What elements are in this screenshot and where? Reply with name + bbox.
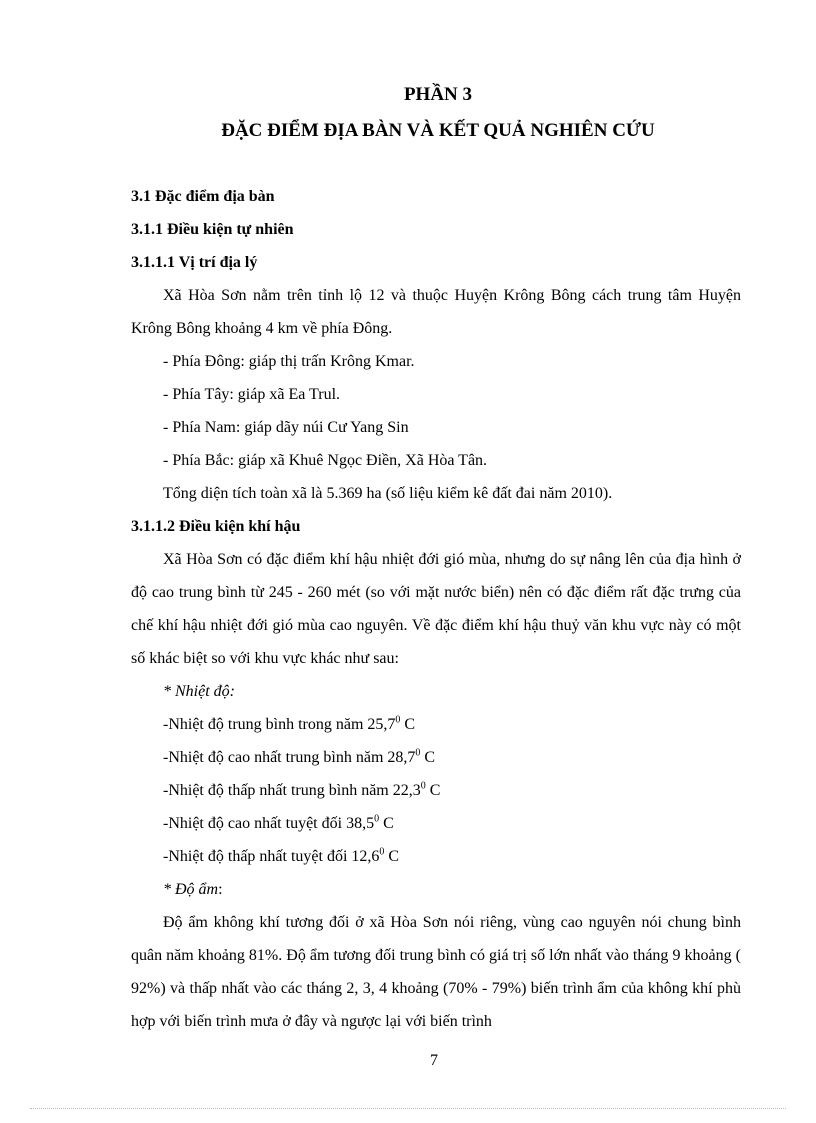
section-heading-3-1: 3.1 Đặc điểm địa bàn (131, 188, 275, 205)
document-body (131, 180, 741, 1038)
border-west: - Phía Tây: giáp xã Ea Trul. (163, 386, 341, 403)
section-heading-3-1-1-2: 3.1.1.2 Điều kiện khí hậu (131, 518, 301, 535)
temperature-item: -Nhiệt độ cao nhất trung bình năm 28,7$^0$ C (163, 747, 436, 766)
temperature-item: -Nhiệt độ cao nhất tuyệt đối 38,5$^0$ C (163, 813, 394, 832)
section-heading-3-1-1: 3.1.1 Điều kiện tự nhiên (131, 221, 294, 238)
page-number: 7 (430, 1052, 438, 1069)
page-bottom-divider (30, 1108, 786, 1109)
temperature-item: -Nhiệt độ thấp nhất tuyệt đối 12,6$^0$ C (163, 846, 400, 865)
section-heading-3-1-1-1: 3.1.1.1 Vị trí địa lý (131, 254, 258, 271)
temperature-item: -Nhiệt độ thấp nhất trung bình năm 22,3$^0$ C (163, 780, 441, 799)
temperature-item: -Nhiệt độ trung bình trong năm 25,7$^0$ C (163, 714, 416, 733)
temperature-label: * Nhiệt độ: (163, 683, 235, 700)
total-area: Tổng diện tích toàn xã là 5.369 ha (số liệu kiểm kê đất đai năm 2010). (163, 485, 613, 502)
climate-paragraph: Xã Hòa Sơn có đặc điểm khí hậu nhiệt đới gió mùa, nhưng do sự nâng lên của địa hình ở độ cao trung bình từ 245 - 260 mét (so với mặt nước biển) nên có đặc điểm rất đặc trưng của chế khí hậu nhiệt đới gió mùa cao nguyên. Về đặc điểm khí hậu thuỷ văn khu vực này có một số khác biệt so với khu vực khác như sau: (131, 551, 741, 667)
chapter-title: ĐẶC ĐIỂM ĐỊA BÀN VÀ KẾT QUẢ NGHIÊN CỨU (221, 120, 655, 141)
border-south: - Phía Nam: giáp dãy núi Cư Yang Sin (163, 419, 409, 436)
chapter-number: PHẦN 3 (403, 84, 473, 105)
border-north: - Phía Bắc: giáp xã Khuê Ngọc Điền, Xã Hòa Tân. (163, 452, 488, 469)
border-east: - Phía Đông: giáp thị trấn Krông Kmar. (163, 353, 415, 370)
humidity-paragraph: Độ ẩm không khí tương đối ở xã Hòa Sơn nói riêng, vùng cao nguyên nói chung bình quân năm khoảng 81%. Độ ẩm tương đối trung bình có giá trị số lớn nhất vào tháng 9 khoảng ( 92%) và thấp nhất vào các tháng 2, 3, 4 khoảng (70% - 79%) biến trình ẩm của không khí phù hợp với biến trình mưa ở đây và ngược lại với biến trình (131, 914, 741, 1030)
location-paragraph: Xã Hòa Sơn nằm trên tỉnh lộ 12 và thuộc Huyện Krông Bông cách trung tâm Huyện Krông Bông khoảng 4 km về phía Đông. (131, 287, 741, 337)
humidity-label: * Độ ẩm: (163, 881, 223, 898)
